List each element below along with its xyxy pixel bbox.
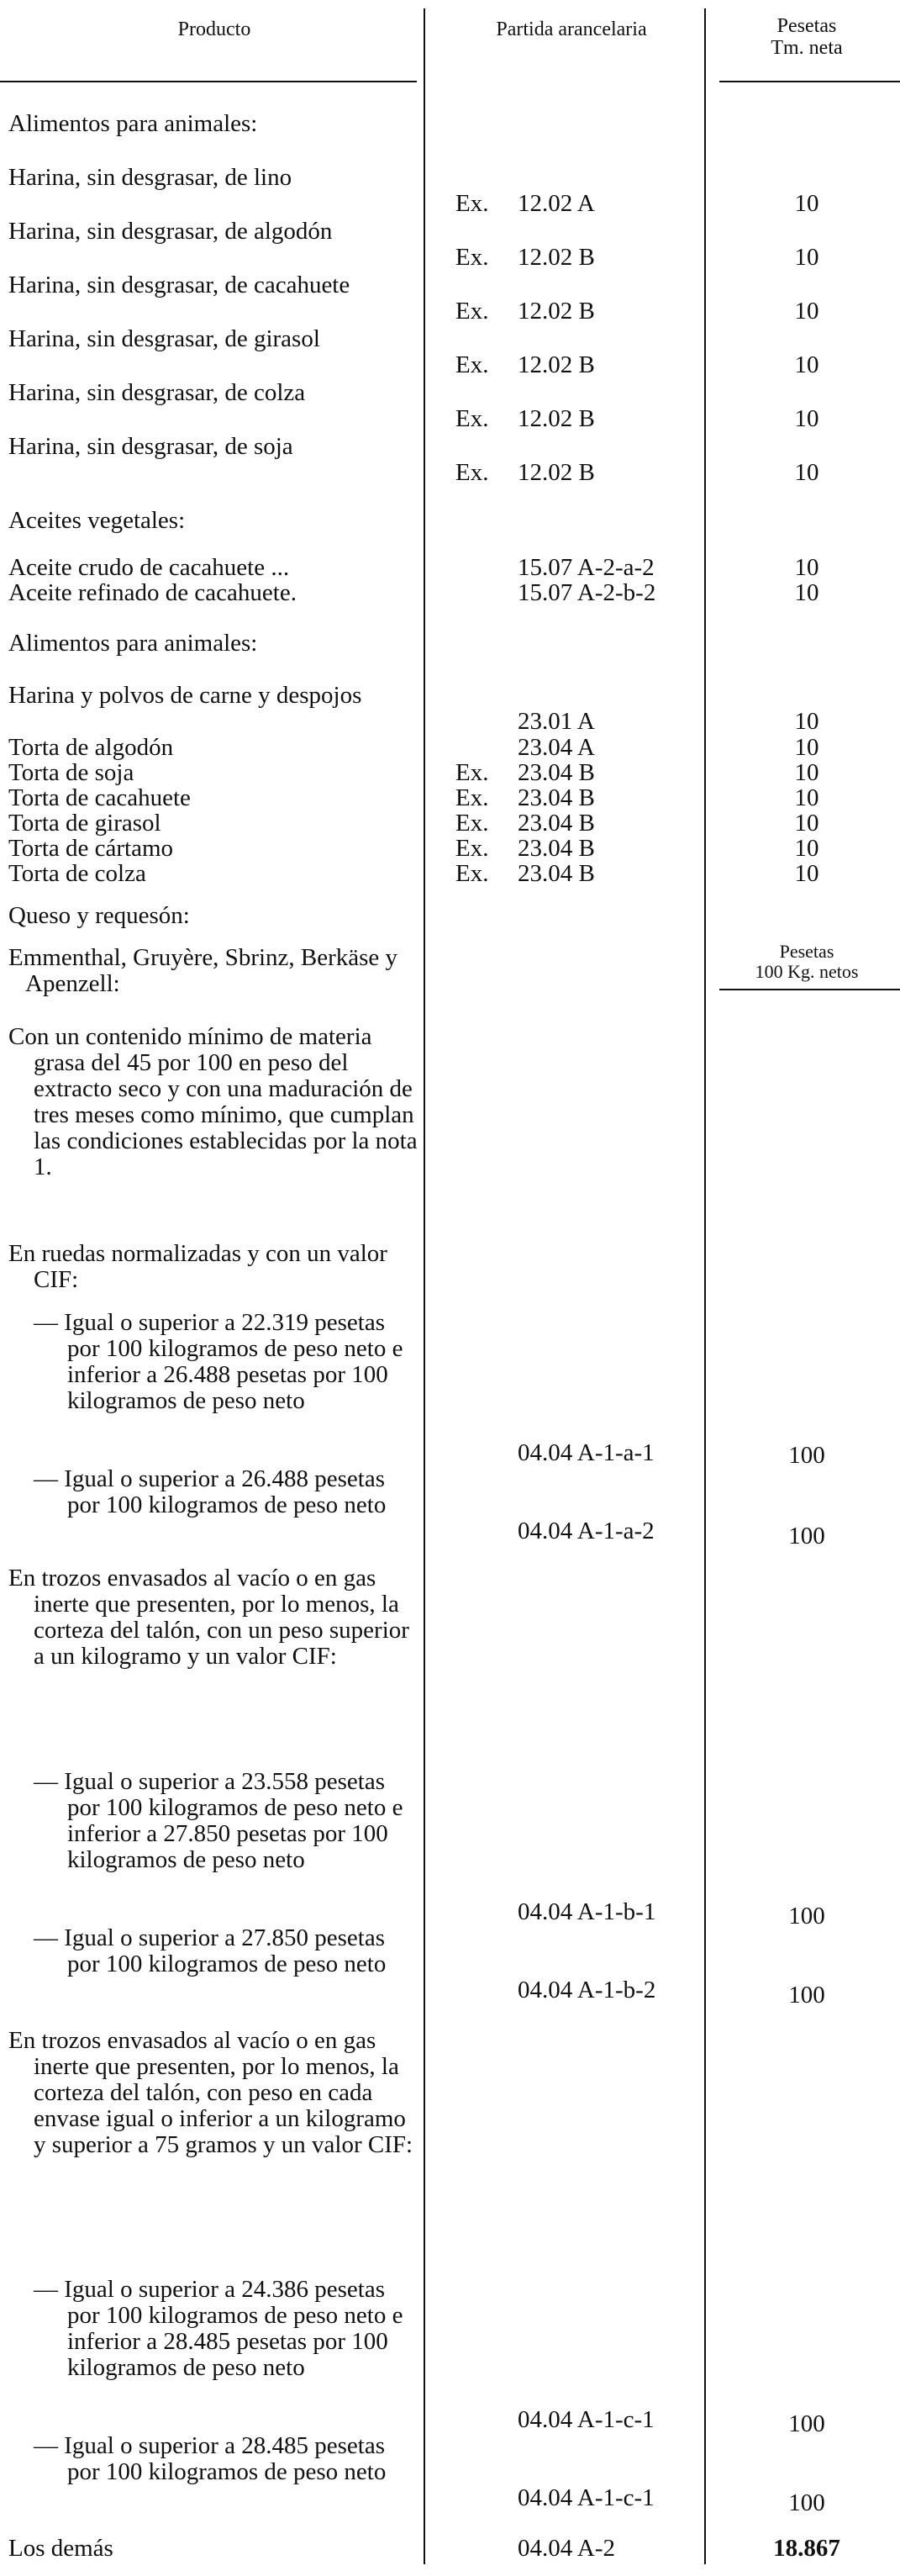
product-cell: Torta de girasol [8,810,161,837]
code-cell: 12.02 A [518,190,595,217]
amount-cell: 100 [788,1903,825,1929]
amount-cell: 100 [788,2410,825,2437]
amount-cell: 10 [794,405,819,432]
amount-cell: 10 [794,351,819,378]
product-cell: Torta de cacahuete [8,784,191,811]
amount-cell: 10 [794,190,819,217]
product-cell: Harina, sin desgrasar, de cacahuete [8,272,350,298]
code-cell: 04.04 A-1-a-2 [518,1518,655,1544]
amount-cell: 10 [794,810,819,837]
product-cell: Harina, sin desgrasar, de soja [8,433,293,460]
code-cell: 04.04 A-1-c-1 [518,2406,655,2433]
product-cell: Harina, sin desgrasar, de lino [8,164,292,191]
code-cell: 12.02 B [518,351,595,378]
amount-cell: 100 [788,1442,825,1469]
product-cell: Harina y polvos de carne y despojos [8,682,362,709]
amount-cell: 10 [794,835,819,862]
product-cell: — Igual o superior a 23.558 pesetas por 100 kilogramos de peso neto e inferior a 27.850 pesetas por 100 kilogramos de peso neto [34,1768,409,1873]
product-cell: — Igual o superior a 27.850 pesetas por 100 kilogramos de peso neto [34,1924,392,1977]
product-cell: — Igual o superior a 22.319 pesetas por 100 kilogramos de peso neto e inferior a 26.488 pesetas por 100 kilogramos de peso neto [34,1309,409,1414]
code-cell: 23.04 B [518,835,595,862]
code-cell: 15.07 A-2-a-2 [518,554,655,581]
code-cell: 04.04 A-1-b-2 [518,1977,656,2003]
ex-cell: Ex. [455,459,489,486]
unit-header-rule [719,989,900,990]
header-pesetas [714,15,899,59]
ex-cell: Ex. [455,835,489,862]
product-cell: En trozos envasados al vacío o en gas inerte que presenten, por lo menos, la corteza del talón, con peso en cada envase igual o inferior a un kilogramo y superior a 75 gramos y un valor CIF: [8,2027,413,2158]
amount-cell: 10 [794,298,819,325]
amount-cell: 10 [794,244,819,271]
product-cell: Emmenthal, Gruyère, Sbrinz, Berkäse y Apenzell: [8,944,403,997]
amount-cell: 18.867 [773,2535,840,2562]
code-cell: 12.02 B [518,244,595,271]
ex-cell: Ex. [455,759,489,786]
amount-cell: 100 [788,1982,825,2009]
product-cell: Aceite crudo de cacahuete ... [8,554,290,581]
amount-cell: 10 [794,554,819,581]
product-cell: Torta de soja [8,759,134,786]
product-cell: — Igual o superior a 26.488 pesetas por 100 kilogramos de peso neto [34,1465,392,1518]
column-divider-right [704,8,706,2564]
ex-cell: Ex. [455,860,489,887]
ex-cell: Ex. [455,405,489,432]
code-cell: 23.04 A [518,734,595,761]
header-pesetas-line1: Pesetas [776,15,837,37]
amount-cell: 10 [794,734,819,761]
unit-header-line2: 100 Kg. netos [755,961,859,982]
product-cell: Torta de colza [8,860,146,887]
header-tariff-heading: Partida arancelaria [496,18,647,40]
code-cell: 23.04 B [518,810,595,837]
header-product: Producto [177,18,251,40]
code-cell: 04.04 A-1-c-1 [518,2484,655,2511]
column-divider-left [424,8,425,2564]
header-pesetas-line2: Tm. neta [771,37,843,59]
ex-cell: Ex. [455,784,489,811]
code-cell: 04.04 A-2 [518,2535,615,2562]
section-heading: Queso y requesón: [8,902,190,929]
product-cell: Harina, sin desgrasar, de girasol [8,325,320,352]
product-cell: Los demás [8,2535,113,2562]
product-cell: Harina, sin desgrasar, de colza [8,379,306,406]
code-cell: 23.04 B [518,784,595,811]
product-cell: En ruedas normalizadas y con un valor CIF: [8,1240,394,1293]
header-rule-product [0,81,417,82]
amount-cell: 100 [788,1523,825,1549]
header-rule-pesetas [719,81,900,82]
product-cell: Harina, sin desgrasar, de algodón [8,218,333,245]
ex-cell: Ex. [455,190,489,217]
code-cell: 23.04 B [518,860,595,887]
code-cell: 12.02 B [518,298,595,325]
product-cell: — Igual o superior a 24.386 pesetas por 100 kilogramos de peso neto e inferior a 28.485 pesetas por 100 kilogramos de peso neto [34,2276,409,2381]
unit-header-line1: Pesetas [779,941,834,962]
product-cell: Con un contenido mínimo de materia grasa del 45 por 100 en peso del extracto seco y con una maduración de tres meses como mínimo, que cumplan las condiciones establecidas por la nota 1. [8,1023,424,1180]
amount-cell: 10 [794,459,819,486]
code-cell: 23.01 A [518,708,595,735]
amount-cell: 10 [794,708,819,735]
product-cell: En trozos envasados al vacío o en gas inerte que presenten, por lo menos, la corteza del talón, con un peso superior a un kilogramo y un valor CIF: [8,1565,416,1670]
ex-cell: Ex. [455,244,489,271]
section-heading: Alimentos para animales: [8,110,258,137]
unit-header [714,942,899,982]
product-cell: — Igual o superior a 28.485 pesetas por 100 kilogramos de peso neto [34,2432,392,2485]
code-cell: 23.04 B [518,759,595,786]
amount-cell: 10 [794,759,819,786]
code-cell: 12.02 B [518,405,595,432]
amount-cell: 10 [794,784,819,811]
product-cell: Torta de algodón [8,734,174,761]
ex-cell: Ex. [455,351,489,378]
product-cell: Torta de cártamo [8,835,174,862]
amount-cell: 10 [794,860,819,887]
code-cell: 12.02 B [518,459,595,486]
code-cell: 04.04 A-1-a-1 [518,1439,655,1466]
code-cell: 04.04 A-1-b-1 [518,1898,656,1925]
table-header [0,0,900,84]
amount-cell: 10 [794,579,819,606]
ex-cell: Ex. [455,810,489,837]
code-cell: 15.07 A-2-b-2 [518,579,656,606]
section-heading: Aceites vegetales: [8,507,186,534]
amount-cell: 100 [788,2489,825,2516]
ex-cell: Ex. [455,298,489,325]
product-cell: Aceite refinado de cacahuete. [8,579,297,606]
section-heading: Alimentos para animales: [8,630,258,657]
